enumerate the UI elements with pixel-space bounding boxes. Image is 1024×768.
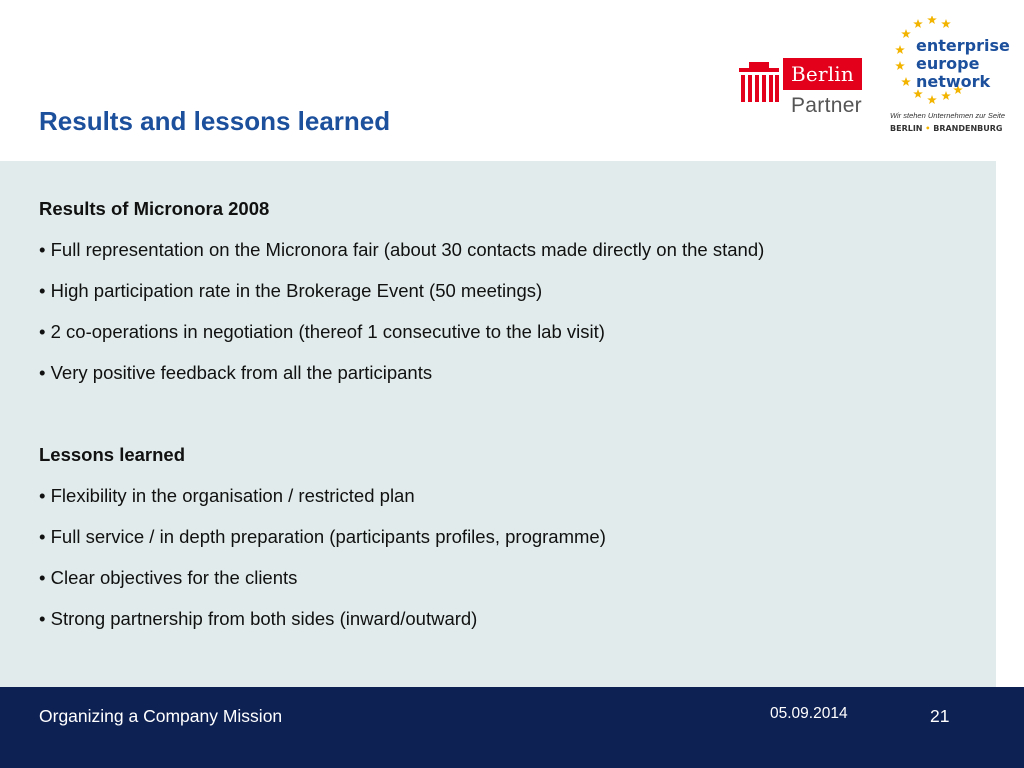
footer-title: Organizing a Company Mission [39,706,283,726]
bullet-item: • Strong partnership from both sides (inward/outward) [39,608,478,629]
een-word-enterprise: enterprise [916,36,1010,55]
bullet-item: • Flexibility in the organisation / restricted plan [39,485,415,506]
section-heading-lessons: Lessons learned [39,444,186,465]
bullet-item: • Full representation on the Micronora fair (about 30 contacts made directly on the stand) [39,239,765,260]
bullet-item: • Very positive feedback from all the participants [39,362,433,383]
section-heading-results: Results of Micronora 2008 [39,198,270,219]
slide-title: Results and lessons learned [39,106,391,136]
bullet-item: • Full service / in depth preparation (participants profiles, programme) [39,526,606,547]
berlin-partner-box: Berlin [783,58,862,90]
bullet-item: • Clear objectives for the clients [39,567,298,588]
een-region-left: BERLIN [890,124,923,133]
brandenburg-gate-icon [739,62,779,102]
berlin-partner-subtext: Partner [791,94,862,117]
een-tagline: Wir stehen Unternehmen zur Seite [890,111,1005,120]
enterprise-europe-network-logo [888,16,1010,138]
een-word-network: network [916,72,991,91]
footer-bar [0,687,1024,768]
een-region-separator: • [925,124,931,133]
een-region-right: BRANDENBURG [933,124,1003,133]
bullet-item: • High participation rate in the Brokerage Event (50 meetings) [39,280,543,301]
page-number: 21 [930,706,950,726]
een-region [890,124,1002,133]
een-word-europe: europe [916,54,980,73]
berlin-partner-logo [739,58,863,122]
footer-date: 05.09.2014 [770,705,848,722]
bullet-item: • 2 co-operations in negotiation (thereof 1 consecutive to the lab visit) [39,321,605,342]
